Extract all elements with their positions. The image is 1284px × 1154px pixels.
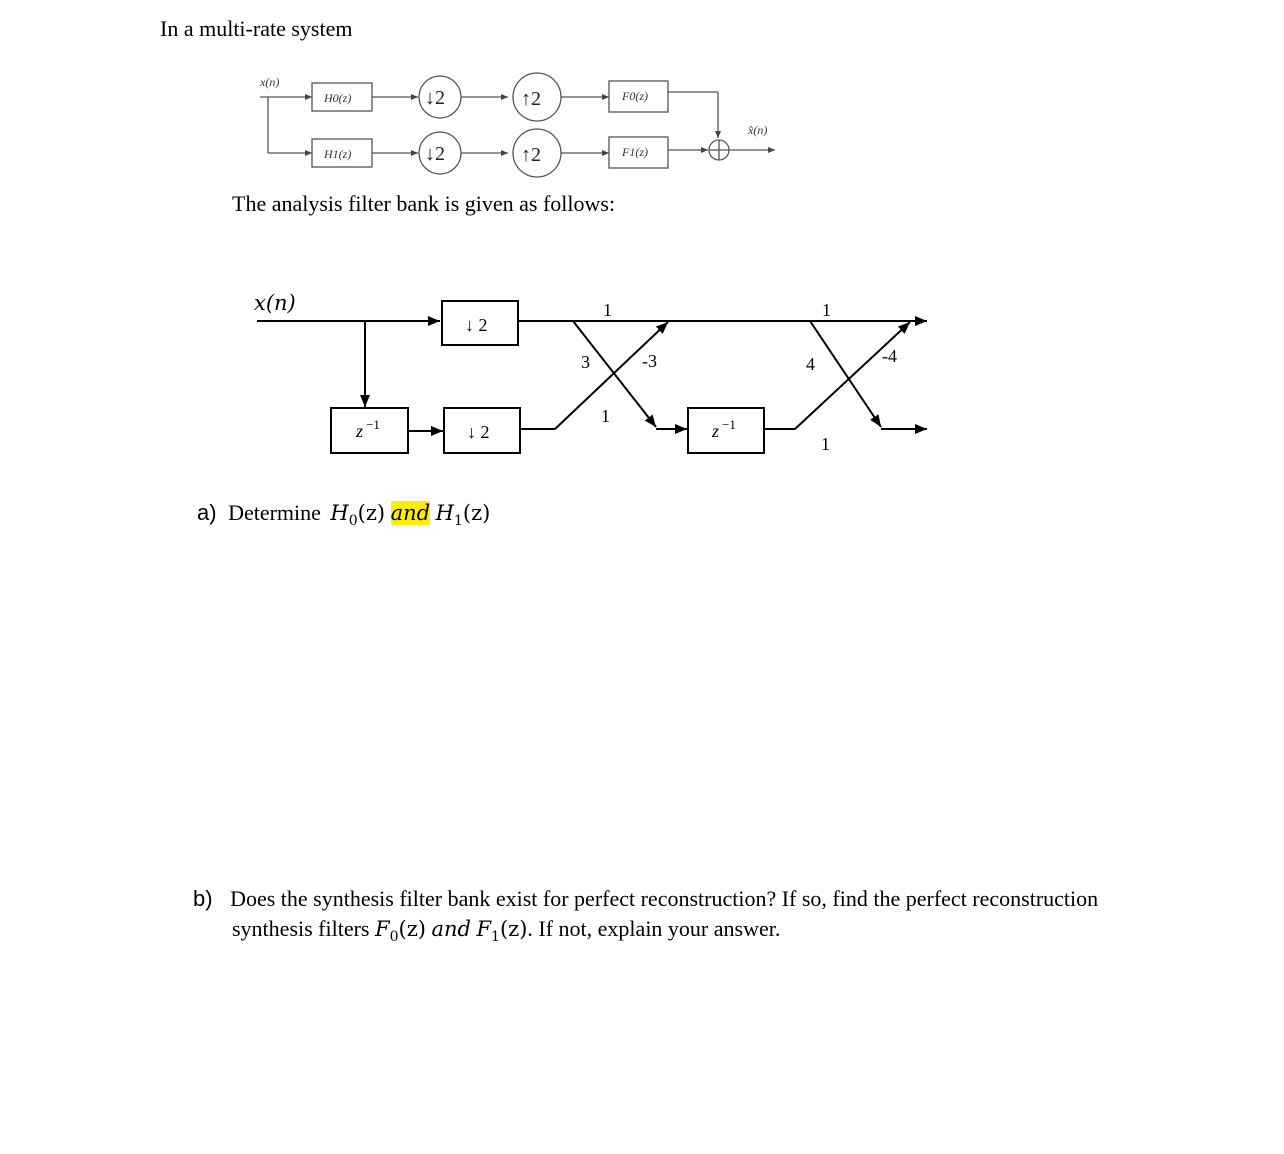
h1-label: H1(z) (324, 147, 352, 161)
question-a-h1: $H_1(z)$ (435, 501, 491, 530)
h0-label: H0(z) (324, 91, 352, 105)
intro-text: In a multi-rate system (160, 16, 353, 41)
stage2-top-gain: 1 (822, 300, 831, 320)
question-b (193, 884, 1099, 946)
question-a-and: and (390, 501, 431, 525)
stage1-bottom-gain: 1 (601, 406, 610, 426)
question-b-label: b) (193, 886, 213, 911)
stage2-cross-down-gain: -4 (882, 346, 897, 366)
upper-decimator-label: ↓2 (425, 87, 445, 109)
f1-label: F1(z) (622, 145, 648, 159)
stage2-cross-up-gain: 4 (806, 354, 815, 374)
f0-label: F0(z) (622, 89, 648, 103)
question-b-line1: Does the synthesis filter bank exist for perfect reconstruction? If so, find the perfect reconstruction (230, 886, 1099, 911)
multirate-system-diagram (0, 0, 1284, 200)
upper-decimator-label: ↓ 2 (465, 315, 488, 335)
input-delay-z: z (356, 421, 364, 441)
lower-expander-label: ↑2 (521, 144, 541, 166)
lower-decimator-label: ↓ 2 (467, 422, 490, 442)
question-b-line2-pre: synthesis filters (232, 916, 370, 941)
stage1-cross-down-gain: -3 (642, 351, 657, 371)
system-output-label: x̂(n) (748, 123, 768, 137)
stage2-bottom-gain: 1 (821, 434, 830, 454)
question-a-text: Determine (228, 500, 321, 525)
question-b-and: and (431, 917, 471, 941)
stage-delay-z: z (712, 421, 720, 441)
question-b-line2-post: . If not, explain your answer. (527, 916, 781, 941)
question-a-h0: $H_0(z)$ (330, 501, 386, 530)
question-a (197, 500, 490, 529)
question-b-f1: $F_1(z)$ (476, 917, 528, 946)
question-a-label: a) (197, 500, 217, 525)
upper-expander-label: ↑2 (521, 88, 541, 110)
analysis-input-label: x(n) (254, 291, 296, 315)
input-delay-exponent: −1 (366, 417, 380, 432)
lower-decimator-label: ↓2 (425, 143, 445, 165)
question-b-line2 (232, 914, 780, 952)
stage1-cross-up-gain: 3 (581, 352, 590, 372)
analysis-filter-bank-diagram (0, 270, 1284, 470)
system-input-label: x(n) (260, 75, 280, 89)
analysis-caption: The analysis filter bank is given as follows: (232, 191, 616, 216)
stage1-top-gain: 1 (603, 300, 612, 320)
stage-delay-exponent: −1 (722, 417, 736, 432)
question-b-f0: $F_0(z)$ (375, 917, 426, 946)
